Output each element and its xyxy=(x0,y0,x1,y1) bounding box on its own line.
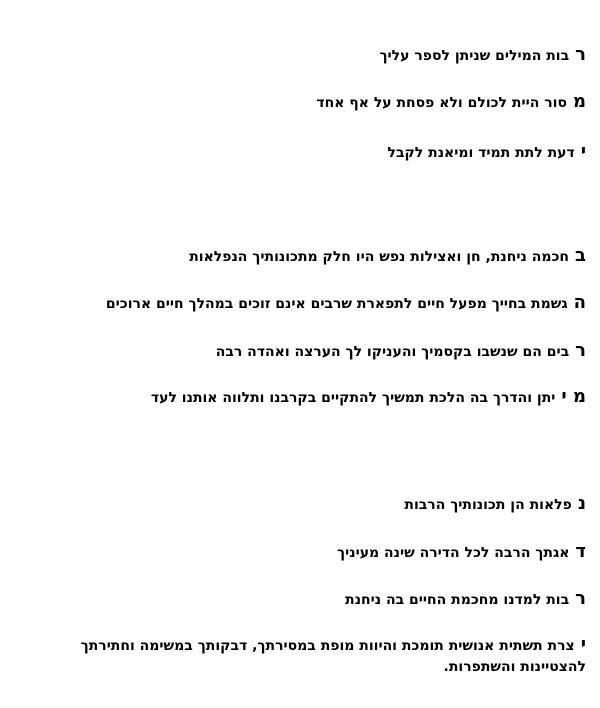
poem-line xyxy=(337,543,586,562)
line-initial: ה xyxy=(573,292,586,313)
line-text: חכמה ניחנת, חן ואצילות נפש היו חלק מתכונותיך הנפלאות xyxy=(189,249,570,265)
line-text: סור היית לכולם ולא פסחת על אף אחד xyxy=(316,95,567,111)
line-text: גשמת בחייך מפעל חיים לתפארת שרבים אינם זוכים במהלך חיים ארוכים xyxy=(105,296,568,312)
line-initial: מ י xyxy=(561,386,586,407)
poem-line xyxy=(46,634,586,678)
line-text: בות המילים שניתן לספר עליך xyxy=(379,48,570,64)
line-initial: ר xyxy=(575,588,586,609)
line-initial: נ xyxy=(577,493,586,514)
line-text: פלאות הן תכונותיך הרבות xyxy=(404,497,572,513)
line-initial: מ xyxy=(572,91,586,112)
line-text: דעת לתת תמיד ומיאנת לקבל xyxy=(387,145,575,161)
line-initial: ב xyxy=(575,245,586,266)
poem-line xyxy=(379,46,586,65)
poem-line xyxy=(189,247,586,266)
line-initial: ד xyxy=(575,541,586,562)
poem-line xyxy=(345,590,586,609)
line-initial: ר xyxy=(575,340,586,361)
line-text: צרת תשתית אנושית תומכת והיוות מופת במסירתך, דבקותך במשימה וחתירתך להצטיינות והשתפרות. xyxy=(80,638,586,675)
line-initial: ר xyxy=(575,44,586,65)
poem-line xyxy=(316,93,586,112)
line-text: אגתך הרבה לכל הדירה שינה מעיניך xyxy=(337,545,570,561)
line-initial: י xyxy=(580,141,586,162)
poem-line xyxy=(106,294,586,313)
poem-line xyxy=(404,495,586,514)
line-text: בים הם שנשבו בקסמיך והעניקו לך הערצה ואהדה רבה xyxy=(215,344,570,360)
line-text: בות למדנו מחכמת החיים בה ניחנת xyxy=(345,592,570,608)
line-text: יתן והדרך בה הלכת תמשיך להתקיים בקרבנו ותלווה אותנו לעד xyxy=(150,390,556,406)
poem-line xyxy=(216,342,586,361)
line-initial: י xyxy=(580,634,586,655)
poem-line xyxy=(151,388,586,407)
poem-line xyxy=(387,143,586,162)
